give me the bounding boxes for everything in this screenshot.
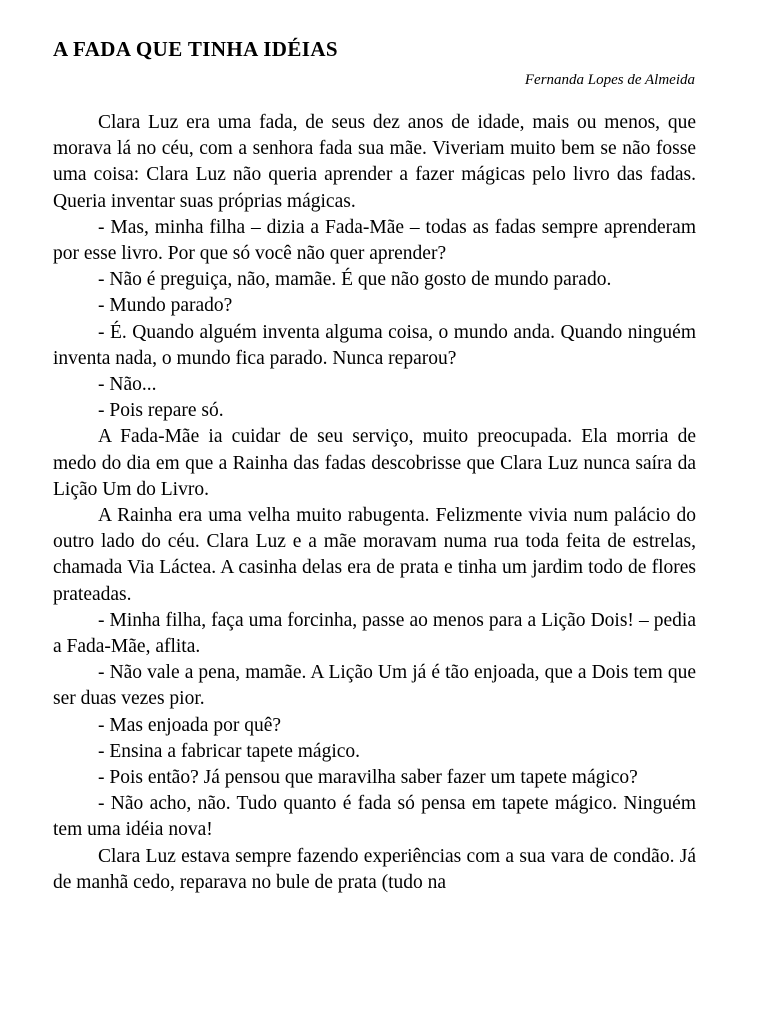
dialogue-paragraph: - Não acho, não. Tudo quanto é fada só pensa em tapete mágico. Ninguém tem uma idéia nova! bbox=[53, 793, 696, 841]
page-text-block bbox=[53, 0, 696, 896]
dialogue-paragraph: - Não... bbox=[98, 374, 157, 396]
dialogue-paragraph: - Ensina a fabricar tapete mágico. bbox=[98, 740, 361, 762]
dialogue-paragraph: - Mundo parado? bbox=[98, 295, 233, 317]
dialogue-paragraph: - Não vale a pena, mamãe. A Lição Um já é tão enjoada, que a Dois tem que ser duas vezes pior. bbox=[53, 662, 696, 710]
dialogue-paragraph: - Mas enjoada por quê? bbox=[98, 714, 282, 736]
narrative-paragraph: Clara Luz estava sempre fazendo experiências com a sua vara de condão. Já de manhã cedo, reparava no bule de prata (tudo na bbox=[53, 845, 696, 893]
body-text bbox=[53, 90, 696, 896]
dialogue-paragraph: - É. Quando alguém inventa alguma coisa, o mundo anda. Quando ninguém inventa nada, o mundo fica parado. Nunca reparou? bbox=[53, 321, 696, 369]
dialogue-paragraph: - Pois repare só. bbox=[98, 400, 224, 422]
narrative-paragraph: A Fada-Mãe ia cuidar de seu serviço, muito preocupada. Ela morria de medo do dia em que a Rainha das fadas descobrisse que Clara Luz nunca saíra da Lição Um do Livro. bbox=[53, 426, 696, 500]
dialogue-paragraph: - Pois então? Já pensou que maravilha saber fazer um tapete mágico? bbox=[98, 767, 638, 789]
dialogue-paragraph: - Não é preguiça, não, mamãe. É que não gosto de mundo parado. bbox=[98, 269, 612, 291]
dialogue-paragraph: - Minha filha, faça uma forcinha, passe ao menos para a Lição Dois! – pedia a Fada-Mãe, aflita. bbox=[53, 609, 696, 658]
narrative-paragraph: A Rainha era uma velha muito rabugenta. Felizmente vivia num palácio do outro lado do céu. Clara Luz e a mãe moravam numa rua toda feita de estrelas, chamada Via Láctea. A casinha delas era de prata e tinha um jardim todo de flores prateadas. bbox=[53, 505, 696, 605]
author-byline: Fernanda Lopes de Almeida bbox=[524, 72, 695, 88]
page-title: A FADA QUE TINHA IDÉIAS bbox=[53, 37, 338, 61]
narrative-paragraph: Clara Luz era uma fada, de seus dez anos de idade, mais ou menos, que morava lá no céu, com a senhora fada sua mãe. Viveriam muito bem se não fosse uma coisa: Clara Luz não queria aprender a fazer mágicas pelo livro das fadas. Queria inventar suas próprias mágicas. bbox=[53, 112, 696, 212]
dialogue-paragraph: - Mas, minha filha – dizia a Fada-Mãe – todas as fadas sempre aprenderam por esse livro. Por que só você não quer aprender? bbox=[53, 216, 696, 265]
